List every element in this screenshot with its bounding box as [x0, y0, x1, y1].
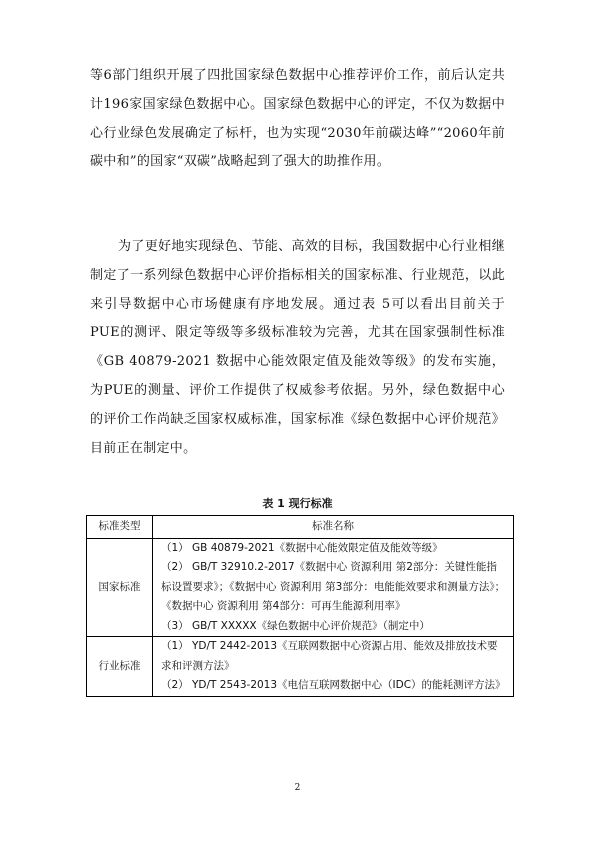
table-caption: 表 1 现行标准: [262, 497, 333, 510]
list-item: （3） GB/T XXXXX《绿色数据中心评价规范》（制定中）: [161, 619, 430, 632]
page-number: 2: [294, 783, 301, 793]
paragraph-2: 为了更好地实现绿色、节能、高效的目标，我国数据中心行业相继制定了一系列绿色数据中心评价指标相关的国家标准、行业规范，以此来引导数据中心市场健康有序地发展。通过表 5可以看出目前关于PUE的测评、限定等级等多级标准较为完善，尤其在国家强制性标准《GB 40879-2021 数据中心能效限定值及能效等级》的发布实施，为PUE的测量、评价工作提供了权威参考依据。另外，绿色数据中心的评价工作尚缺乏国家权威标准，国家标准《绿色数据中心评价规范》目前正在制定中。: [90, 239, 505, 456]
list-item: （1） GB 40879-2021《数据中心能效限定值及能效等级》: [161, 541, 443, 554]
header-standard-type: 标准类型: [87, 516, 153, 539]
industry-standards-list: [153, 637, 514, 697]
category-national: 国家标准: [87, 538, 153, 637]
standards-table: [86, 515, 514, 697]
table-row: [87, 637, 514, 697]
category-industry: 行业标准: [87, 637, 153, 697]
header-standard-name: 标准名称: [153, 516, 514, 539]
paragraph-1: 等6部门组织开展了四批国家绿色数据中心推荐评价工作，前后认定共计196家国家绿色数据中心。国家绿色数据中心的评定，不仅为数据中心行业绿色发展确定了标杆，也为实现“2030年前碳达峰”“2060年前碳中和”的国家“双碳”战略起到了强大的助推作用。: [90, 68, 505, 170]
list-item: （1） YD/T 2442-2013《互联网数据中心资源占用、能效及排放技术要求和评测方法》: [161, 640, 498, 672]
table-header-row: [87, 516, 514, 539]
list-item: （2） YD/T 2543-2013《电信互联网数据中心（IDC）的能耗测评方法》: [161, 679, 506, 691]
list-item: （2） GB/T 32910.2-2017《数据中心 资源利用 第2部分：关键性能指标设置要求》；《数据中心 资源利用 第3部分：电能能效要求和测量方法》；《数据中心 资源利用 第4部分：可再生能源利用率》: [161, 561, 506, 612]
national-standards-list: [153, 538, 514, 637]
table-row: [87, 538, 514, 637]
